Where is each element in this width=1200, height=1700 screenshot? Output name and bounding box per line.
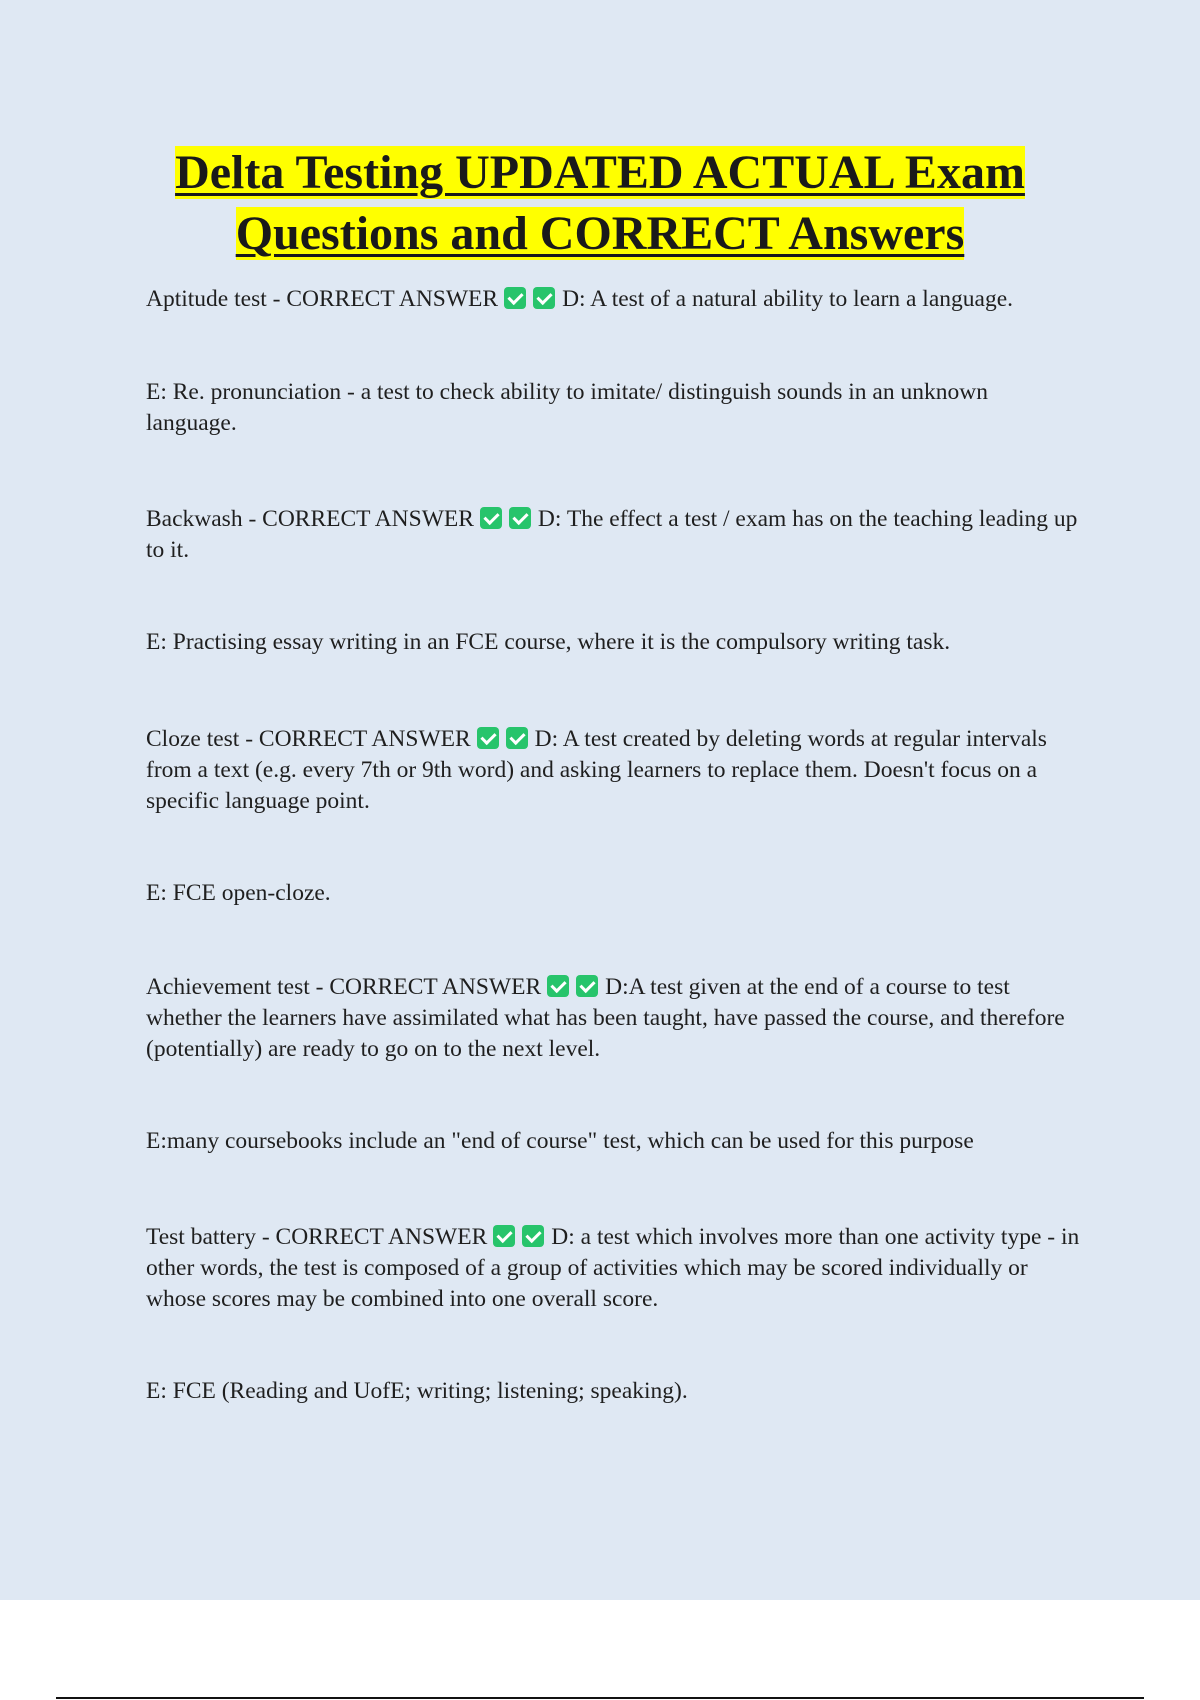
green-check-icon bbox=[480, 507, 502, 529]
footer-divider bbox=[56, 1697, 1144, 1699]
green-check-icon bbox=[506, 727, 528, 749]
entry-cloze-example: E: FCE open-cloze. bbox=[146, 880, 331, 906]
entry-cloze-test bbox=[146, 724, 1081, 817]
entry-achievement-test bbox=[146, 972, 1081, 1065]
green-check-icon bbox=[522, 1225, 544, 1247]
entry-term: Backwash - CORRECT ANSWER bbox=[146, 506, 474, 532]
document-title bbox=[0, 142, 1200, 264]
entry-term: Aptitude test - CORRECT ANSWER bbox=[146, 286, 499, 312]
title-line-2: Questions and CORRECT Answers bbox=[235, 207, 965, 260]
green-check-icon bbox=[509, 507, 531, 529]
entry-definition: D: A test created by deleting words at regular intervals from a text (e.g. every 7th or 9th word) and asking learners to replace them. Doesn't focus on a specific language point. bbox=[146, 726, 1047, 814]
entry-backwash-example: E: Practising essay writing in an FCE course, where it is the compulsory writing task. bbox=[146, 629, 951, 655]
entry-test-battery-example: E: FCE (Reading and UofE; writing; listening; speaking). bbox=[146, 1378, 688, 1404]
entry-term: Achievement test - CORRECT ANSWER bbox=[146, 974, 542, 1000]
entry-definition: D: a test which involves more than one activity type - in other words, the test is composed of a group of activities which may be scored individually or whose scores may be combined into one overall score. bbox=[146, 1224, 1080, 1312]
green-check-icon bbox=[576, 975, 598, 997]
entry-achievement-example: E:many coursebooks include an "end of course" test, which can be used for this purpose bbox=[146, 1128, 974, 1154]
entry-definition: D: A test of a natural ability to learn a language. bbox=[562, 286, 1014, 312]
green-check-icon bbox=[504, 287, 526, 309]
entry-term: Test battery - CORRECT ANSWER bbox=[146, 1224, 488, 1250]
entry-aptitude-example: E: Re. pronunciation - a test to check ability to imitate/ distinguish sounds in an unknown language. bbox=[146, 379, 988, 436]
green-check-icon bbox=[493, 1225, 515, 1247]
green-check-icon bbox=[533, 287, 555, 309]
green-check-icon bbox=[477, 727, 499, 749]
entry-test-battery bbox=[146, 1222, 1081, 1315]
entry-definition: D: The effect a test / exam has on the teaching leading up to it. bbox=[146, 506, 1078, 563]
green-check-icon bbox=[547, 975, 569, 997]
entry-definition: D:A test given at the end of a course to test whether the learners have assimilated what has been taught, have passed the course, and therefore (potentially) are ready to go on to the next level. bbox=[146, 974, 1065, 1062]
entry-backwash bbox=[146, 504, 1081, 566]
entry-term: Cloze test - CORRECT ANSWER bbox=[146, 726, 471, 752]
title-line-1: Delta Testing UPDATED ACTUAL Exam bbox=[175, 146, 1025, 199]
entry-aptitude-test bbox=[146, 284, 1081, 315]
